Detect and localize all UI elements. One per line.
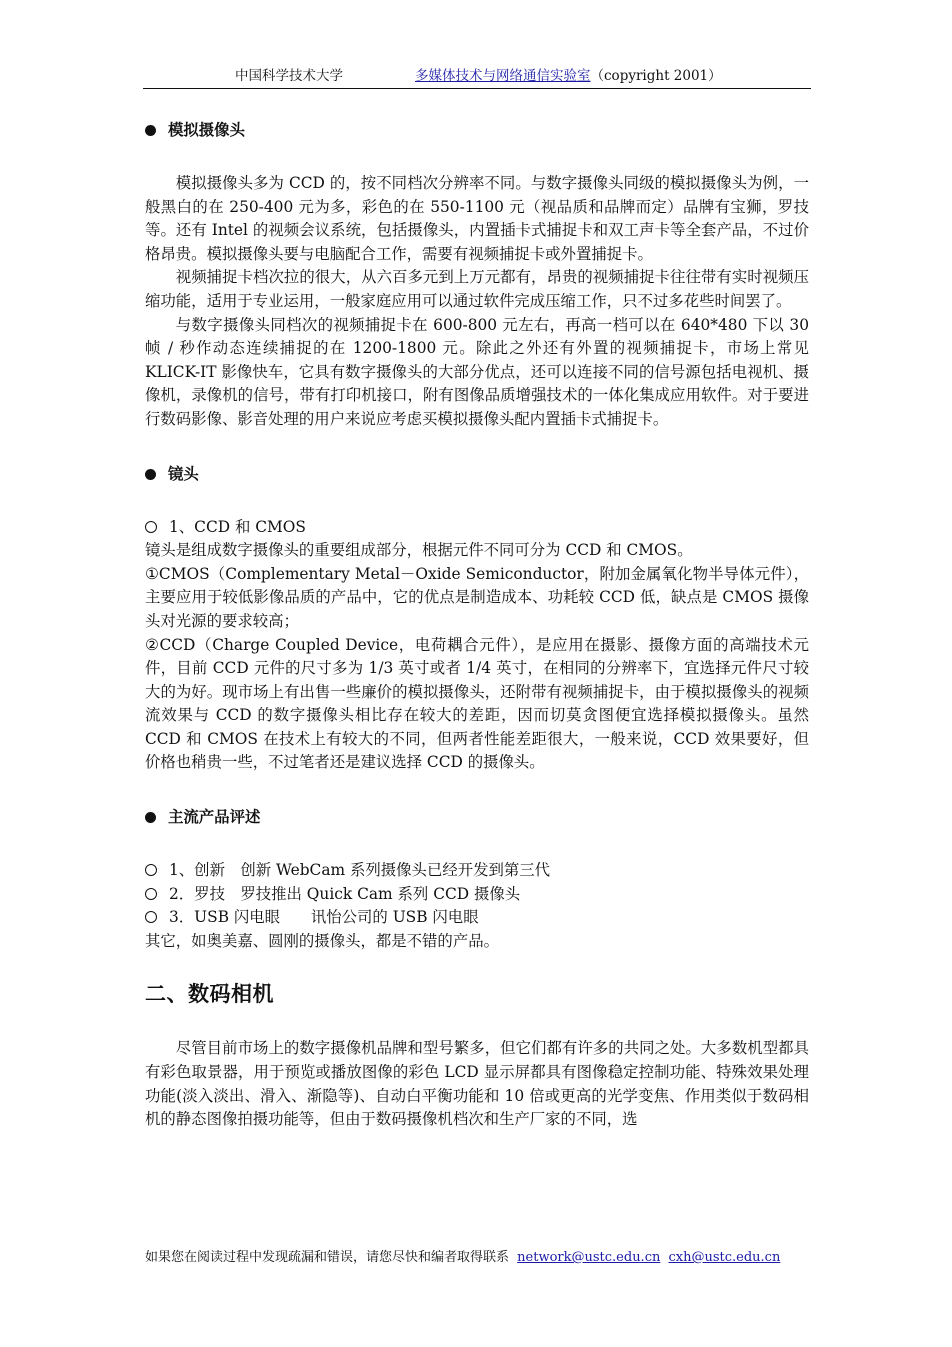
bullet-icon (145, 812, 156, 823)
section-heading-products: 主流产品评述 (145, 805, 809, 829)
header-institution: 中国科学技术大学 (235, 68, 343, 84)
header-divider (143, 88, 811, 89)
paragraph: ①CMOS（Complementary Metal－Oxide Semiconductor，附加金属氧化物半导体元件），主要应用于较低影像品质的产品中，它的优点是制造成本、功耗较 CCD 低，缺点是 CMOS 摄像头对光源的要求较高； (145, 564, 809, 630)
email-link[interactable]: network@ustc.edu.cn (517, 1250, 661, 1265)
circle-bullet-icon (145, 864, 157, 876)
page-footer (145, 1248, 809, 1268)
section-heading-analog-camera: 模拟摄像头 (145, 118, 809, 142)
lab-link[interactable]: 多媒体技术与网络通信实验室 (415, 68, 591, 84)
circle-bullet-icon (145, 521, 157, 533)
header-copyright: （copyright 2001） (590, 68, 722, 84)
email-link[interactable]: cxh@ustc.edu.cn (668, 1250, 781, 1265)
paragraph: 其它，如奥美嘉、圆刚的摄像头，都是不错的产品。 (145, 931, 499, 950)
paragraph: ②CCD（Charge Coupled Device，电荷耦合元件），是应用在摄影、摄像方面的高端技术元件，目前 CCD 元件的尺寸多为 1/3 英寸或者 1/4 英寸，在相同的分辨率下，宜选择元件尺寸较大的为好。现市场上有出售一些廉价的模拟摄像头，还附带有视频捕捉卡，由于模拟摄像头的视频流效果与 CCD 的数字摄像头相比存在较大的差距，因而切莫贪图便宜选择模拟摄像头。虽然 CCD 和 CMOS 在技术上有较大的不同，但两者性能差距很大，一般来说，CCD 效果要好，但价格也稍贵一些，不过笔者还是建议选择 CCD 的摄像头。 (145, 635, 809, 772)
main-content (145, 118, 809, 1132)
circle-bullet-icon (145, 888, 157, 900)
paragraph: 视频捕捉卡档次拉的很大，从六百多元到上万元都有，昂贵的视频捕捉卡往往带有实时视频压缩功能，适用于专业运用，一般家庭应用可以通过软件完成压缩工作，只不过多花些时间罢了。 (145, 268, 809, 310)
circle-bullet-icon (145, 911, 157, 923)
list-item: 1、CCD 和 CMOS (145, 516, 809, 540)
bullet-icon (145, 125, 156, 136)
section-heading-lens: 镜头 (145, 462, 809, 486)
bullet-icon (145, 469, 156, 480)
chapter-heading: 二、数码相机 (145, 982, 274, 1007)
list-item: 3．USB 闪电眼 讯怡公司的 USB 闪电眼 (145, 906, 809, 930)
page-header (143, 66, 811, 88)
list-item: 2．罗技 罗技推出 Quick Cam 系列 CCD 摄像头 (145, 883, 809, 907)
paragraph: 尽管目前市场上的数字摄像机品牌和型号繁多，但它们都有许多的共同之处。大多数机型都具有彩色取景器，用于预览或播放图像的彩色 LCD 显示屏都具有图像稳定控制功能、特殊效果处理功能(淡入淡出、滑入、渐隐等)、自动白平衡功能和 10 倍或更高的光学变焦、作用类似于数码相机的静态图像拍摄功能等，但由于数码摄像机档次和生产厂家的不同，选 (145, 1039, 809, 1129)
list-item: 1、创新 创新 WebCam 系列摄像头已经开发到第三代 (145, 859, 809, 883)
paragraph: 镜头是组成数字摄像头的重要组成部分，根据元件不同可分为 CCD 和 CMOS。 (145, 541, 693, 560)
header-lab (415, 66, 722, 86)
paragraph: 与数字摄像头同档次的视频捕捉卡在 600-800 元左右，再高一档可以在 640*480 下以 30 帧 / 秒作动态连续捕捉的在 1200-1800 元。除此之外还有外置的视频捕捉卡，市场上常见 KLICK-IT 影像快车，它具有数字摄像头的大部分优点，还可以连接不同的信号源包括电视机、摄像机，录像机的信号，带有打印机接口，附有图像品质增强技术的一体化集成应用软件。对于要进行数码影像、影音处理的用户来说应考虑买模拟摄像头配内置插卡式捕捉卡。 (145, 315, 809, 428)
footer-text: 如果您在阅读过程中发现疏漏和错误，请您尽快和编者取得联系 (145, 1250, 510, 1265)
paragraph: 模拟摄像头多为 CCD 的，按不同档次分辨率不同。与数字摄像头同级的模拟摄像头为例，一般黑白的在 250-400 元为多，彩色的在 550-1100 元（视品质和品牌而定）品牌有宝狮，罗技等。还有 Intel 的视频会议系统，包括摄像头，内置插卡式捕捉卡和双工声卡等全套产品，不过价格昂贵。模拟摄像头要与电脑配合工作，需要有视频捕捉卡或外置捕捉卡。 (145, 174, 809, 263)
